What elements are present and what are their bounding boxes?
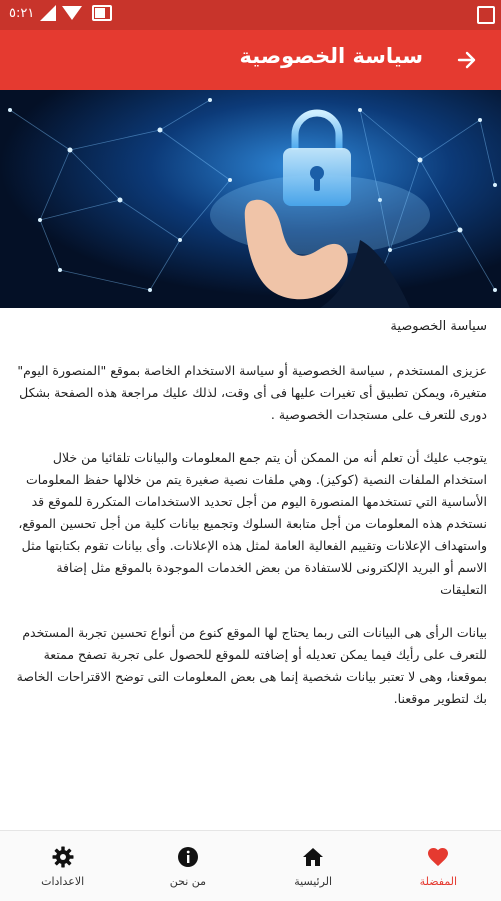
security-lock-illustration [0,90,501,308]
back-button[interactable] [447,40,487,80]
status-bar [0,0,501,30]
info-icon [176,845,200,869]
hero-image [0,90,501,308]
bottom-navigation [0,830,501,901]
battery-icon [92,5,112,21]
content-paragraph: عزيزى المستخدم , سياسة الخصوصية أو سياسة الاستخدام الخاصة بموقع "المنصورة اليوم" متغيرة، ويمكن تطبيق أى تغيرات عليها فى أى وقت، لذلك عليك مراجعة هذه الصفحة بشكل دورى للتعرف على مستجدات الخصوصية . [17,363,487,422]
arrow-right-icon [455,48,479,72]
gear-icon [51,845,75,869]
status-icons [40,5,112,21]
nav-label-about: من نحن [169,874,207,888]
nav-label-favorites: المفضلة [419,874,458,888]
nav-label-home: الرئيسية [294,874,333,888]
content-paragraph: بيانات الرأى هى البيانات التى ربما يحتاج لها الموقع كنوع من أنواع تحسين تجربة المستخدم للتعرف على رأيك فيما يمكن تعديله أو إضافته للموقع للحصول على تجربة تصفح ممتعة بموقعنا، وهى لا تعتبر بيانات شخصية إنما هى بعض المعلومات التى توضح الاقتراحات الخاصة بك لتطوير موقعنا. [16,625,487,706]
nav-item-home[interactable] [251,831,376,901]
notification-icon [477,6,495,24]
content-heading: سياسة الخصوصية [390,319,487,334]
nav-item-favorites[interactable] [376,831,501,901]
signal-icon [40,5,56,21]
page-title: سياسة الخصوصية [239,44,423,68]
nav-item-settings[interactable] [0,831,125,901]
heart-icon [426,845,450,869]
content-paragraph: يتوجب عليك أن تعلم أنه من الممكن أن يتم جمع المعلومات والبيانات تلقائيا من خلال استخدام الملفات النصية (كوكيز). وهي ملفات نصية صغيرة يتم من خلالها حفظ المعلومات الأساسية التي تستخدمها المنصورة اليوم من أجل تحديد الاستخدامات المتكررة للموقع قد نستخدم هذه المعلومات من أجل متابعة السلوك وتجميع بيانات كلية من أجل تحسين الموقع، واستهداف الإعلانات وتقييم الفعالية العامة لمثل هذه الإعلانات. وأى بيانات تقوم بكتابتها مثل الاسم أو البريد الإلكترونى للاستفادة من بعض الخدمات الموجودة بالموقع مثل إضافة التعليقات [18,450,487,597]
wifi-icon [62,6,82,20]
home-icon [301,845,325,869]
privacy-content [14,316,487,731]
status-time: ٥:٢١ [9,6,35,21]
app-bar [0,30,501,90]
nav-item-about[interactable] [125,831,250,901]
nav-label-settings: الاعدادات [41,874,85,888]
